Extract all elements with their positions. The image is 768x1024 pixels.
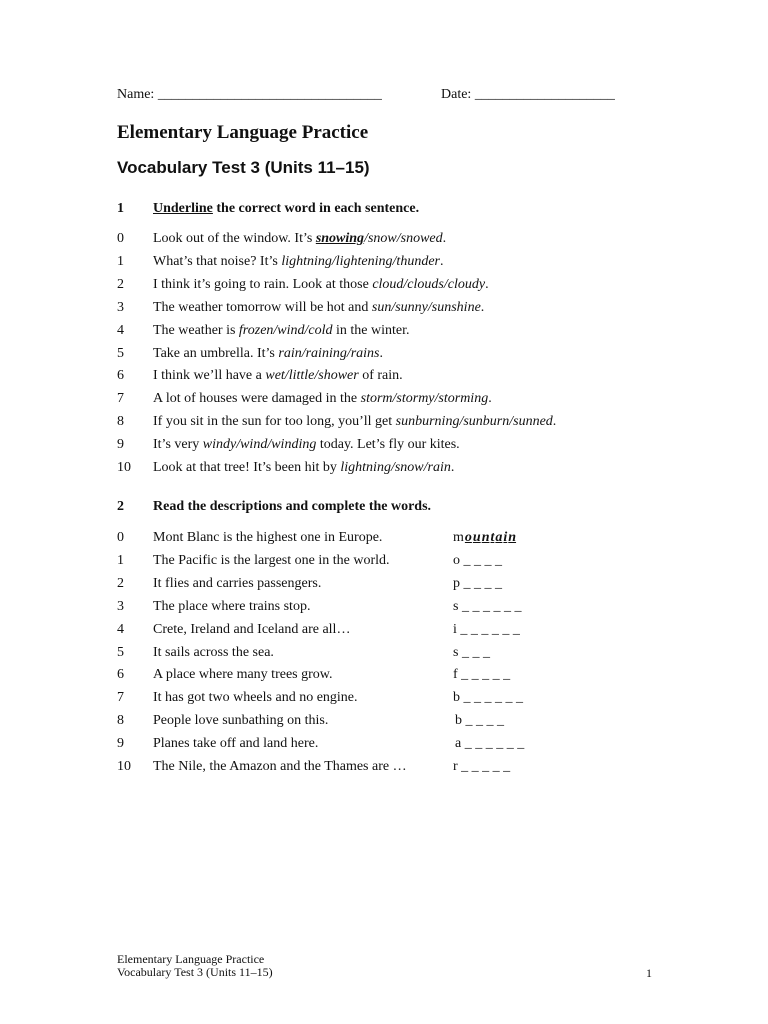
- sentence-text: [153, 414, 556, 430]
- answer-field[interactable]: p _ _ _ _: [453, 575, 502, 591]
- item-number: 8: [117, 414, 124, 430]
- word-options[interactable]: sunburning/sunburn/sunned: [395, 414, 553, 430]
- description-text: Mont Blanc is the highest one in Europe.: [153, 530, 383, 545]
- sentence-start: Take an umbrella. It’s: [153, 345, 279, 361]
- word-options[interactable]: windy/wind/winding: [202, 437, 317, 453]
- sentence-text: [153, 277, 489, 293]
- sentence-text: [153, 231, 446, 247]
- sentence-end: .: [379, 345, 384, 361]
- sentence-end: of rain.: [358, 368, 403, 384]
- item-number: 5: [117, 345, 124, 361]
- header-line: [117, 87, 615, 103]
- footer: [117, 953, 273, 979]
- description-text: The Pacific is the largest one in the world.: [153, 552, 390, 568]
- page-title: Elementary Language Practice: [117, 122, 369, 143]
- page-number: 1: [646, 966, 652, 980]
- sentence-start: The weather tomorrow will be hot and: [153, 299, 372, 315]
- description-text: It flies and carries passengers.: [153, 575, 322, 591]
- answer-first-letter: m: [453, 530, 464, 545]
- sentence-text: [153, 254, 443, 270]
- answer-field[interactable]: i _ _ _ _ _ _: [453, 621, 520, 637]
- section-instruction: Underline the correct word in each sentence.: [153, 201, 420, 216]
- word-options[interactable]: wet/little/shower: [265, 368, 359, 384]
- answer-field[interactable]: o _ _ _ _: [453, 552, 502, 568]
- answer-field[interactable]: [453, 530, 516, 546]
- description-text: Planes take off and land here.: [153, 736, 319, 752]
- footer-line-1: Elementary Language Practice: [117, 952, 265, 966]
- sentence-start: It’s very: [153, 437, 203, 453]
- answer-letter: i: [503, 530, 508, 545]
- sentence-start: What’s that noise? It’s: [153, 253, 282, 269]
- footer-line-2: Vocabulary Test 3 (Units 11–15): [117, 965, 273, 979]
- answer-letter: u: [472, 530, 481, 545]
- sentence-start: Look out of the window. It’s: [153, 231, 316, 246]
- item-number: 0: [117, 231, 124, 246]
- item-number: 6: [117, 667, 124, 683]
- page-subtitle: Vocabulary Test 3 (Units 11–15): [117, 158, 370, 177]
- word-options[interactable]: cloud/clouds/cloudy: [372, 276, 486, 292]
- word-options[interactable]: storm/stormy/storming: [360, 391, 489, 407]
- item-number: 1: [117, 552, 124, 568]
- section-number: 1: [117, 201, 124, 216]
- answer-field[interactable]: r _ _ _ _ _: [453, 759, 511, 774]
- sentence-end: .: [480, 299, 485, 315]
- item-number: 4: [117, 322, 124, 338]
- answer-field[interactable]: a _ _ _ _ _ _: [455, 736, 525, 752]
- answer-letter: t: [490, 530, 495, 545]
- item-number: 1: [117, 253, 124, 269]
- sentence-end: in the winter.: [332, 322, 410, 338]
- answer-field[interactable]: f _ _ _ _ _: [453, 667, 511, 683]
- word-options[interactable]: sun/sunny/sunshine: [371, 299, 481, 315]
- section-number: 2: [117, 499, 124, 514]
- item-number: 2: [117, 575, 124, 591]
- item-number: 6: [117, 368, 124, 384]
- item-number: 9: [117, 736, 124, 752]
- item-number: 3: [117, 598, 124, 614]
- sentence-start: I think it’s going to rain. Look at those: [153, 276, 373, 292]
- item-number: 10: [117, 759, 131, 774]
- word-options[interactable]: rain/raining/rains: [278, 345, 380, 361]
- word-options[interactable]: /snow/snowed: [364, 231, 443, 246]
- answer-letter: o: [464, 530, 472, 545]
- sentence-end: .: [552, 414, 557, 430]
- sentence-end: .: [450, 460, 455, 475]
- description-text: A place where many trees grow.: [153, 667, 333, 683]
- answer-field[interactable]: b _ _ _ _: [455, 713, 504, 729]
- selected-word: snowing: [315, 231, 365, 246]
- answer-letter: n: [481, 530, 490, 545]
- description-text: People love sunbathing on this.: [153, 713, 329, 729]
- item-number: 7: [117, 690, 124, 706]
- sentence-text: [153, 300, 484, 316]
- item-number: 8: [117, 713, 124, 729]
- sentence-end: .: [485, 276, 489, 292]
- description-text: Crete, Ireland and Iceland are all…: [153, 621, 351, 637]
- description-text: The place where trains stop.: [153, 598, 311, 614]
- description-text: The Nile, the Amazon and the Thames are …: [153, 759, 407, 774]
- sentence-start: A lot of houses were damaged in the: [153, 391, 361, 407]
- answer-letter: a: [495, 530, 503, 545]
- description-text: It has got two wheels and no engine.: [153, 690, 358, 706]
- sentence-start: If you sit in the sun for too long, you’ll get: [153, 414, 396, 430]
- item-number: 5: [117, 644, 124, 660]
- answer-field[interactable]: b _ _ _ _ _ _: [453, 690, 523, 706]
- sentence-text: [153, 323, 410, 339]
- sentence-end: .: [488, 391, 492, 407]
- answer-field[interactable]: s _ _ _: [453, 644, 490, 660]
- sentence-end: today. Let’s fly our kites.: [316, 437, 460, 453]
- sentence-start: I think we’ll have a: [153, 368, 266, 384]
- item-number: 9: [117, 437, 124, 453]
- description-text: It sails across the sea.: [153, 644, 274, 660]
- item-number: 4: [117, 621, 124, 637]
- word-options[interactable]: lightning/lightening/thunder: [281, 253, 440, 269]
- sentence-text: [153, 437, 460, 453]
- word-options[interactable]: frozen/wind/cold: [238, 322, 333, 338]
- sentence-text: [153, 391, 492, 407]
- name-field[interactable]: Name: ________________________________: [117, 87, 382, 102]
- sentence-text: [153, 346, 383, 362]
- date-field[interactable]: Date: ____________________: [441, 87, 615, 102]
- sentence-start: The weather is: [153, 322, 239, 338]
- item-number: 2: [117, 276, 124, 292]
- item-number: 10: [117, 460, 131, 475]
- sentence-start: Look at that tree! It’s been hit by: [153, 460, 341, 475]
- sentence-text: [153, 368, 403, 384]
- sentence-text: [153, 460, 454, 476]
- word-options[interactable]: lightning/snow/rain: [340, 460, 451, 475]
- answer-field[interactable]: s _ _ _ _ _ _: [453, 598, 522, 614]
- answer-letter: n: [508, 530, 517, 545]
- item-number: 0: [117, 530, 124, 545]
- item-number: 3: [117, 299, 124, 315]
- sentence-end: .: [442, 231, 447, 246]
- sentence-end: .: [439, 253, 444, 269]
- section-instruction: Read the descriptions and complete the words.: [153, 499, 432, 514]
- item-number: 7: [117, 391, 124, 407]
